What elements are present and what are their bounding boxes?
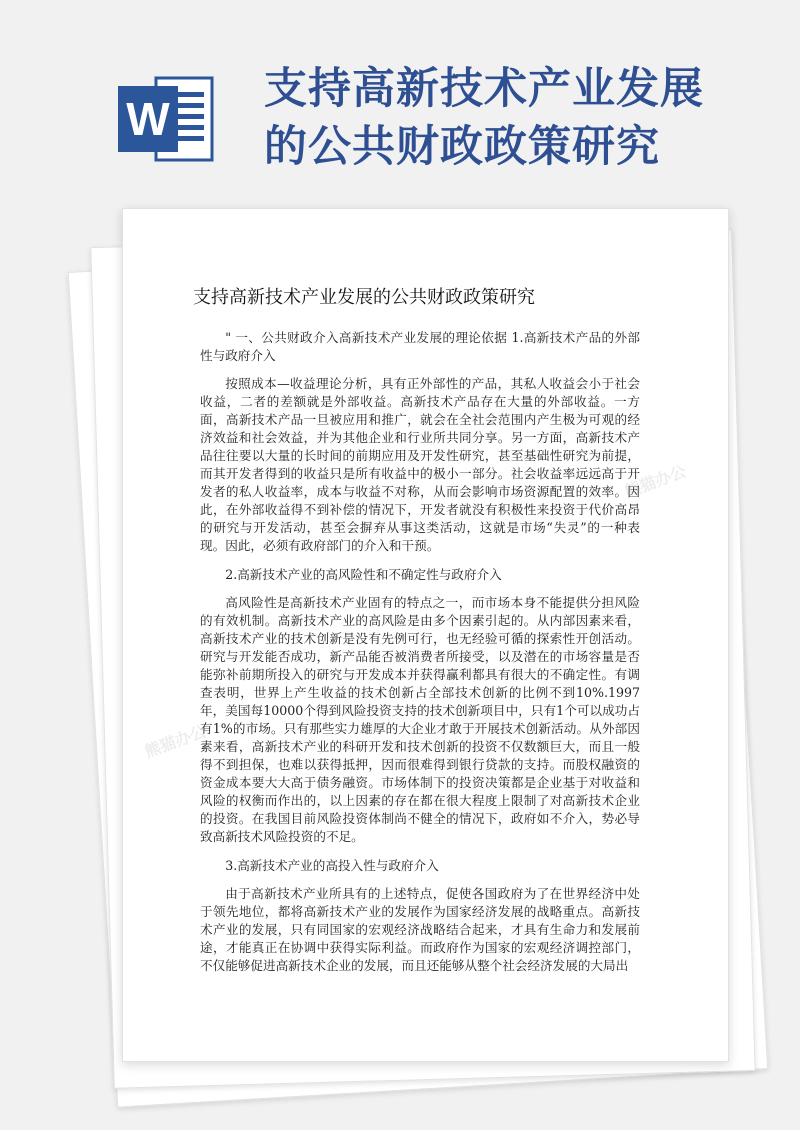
paragraph-2: 高风险性是高新技术产业固有的特点之一，而市场本身不能提供分担风险的有效机制。高新技术产业的高风险是由多个因素引起的。从内部因素来看，高新技术产业的技术创新是没有先例可行，也无经验可循的探索性开创活动。研究与开发能否成功，新产品能否被消费者所接受，以及潜在的市场容量是否能弥补前期所投入的研究与开发成本并获得赢利都具有很大的不确定性。有调查表明，世界上产生收益的技术创新占全部技术创新的比例不到10%.1997年，美国每10000个得到风险投资支持的技术创新项目中，只有1个可以成功占有1%的市场。只有那些实力雄厚的大企业才敢于开展技术创新活动。从外部因素来看，高新技术产业的科研开发和技术创新的投资不仅数额巨大，而且一般得不到担保，也难以获得抵押，因而很难得到银行贷款的支持。而股权融资的资金成本要大大高于债务融资。市场体制下的投资决策都是企业基于对收益和风险的权衡而作出的，以上因素的存在都在很大程度上限制了对高新技术企业的投资。在我国目前风险投资体制尚不健全的情况下，政府如不介入，势必导致高新技术风险投资的不足。 [200, 595, 640, 844]
paragraph-3: 由于高新技术产业所具有的上述特点，促使各国政府为了在世界经济中处于领先地位，都将高新技术产业的发展作为国家经济发展的战略重点。高新技术产业的发展，只有同国家的宏观经济战略结合起来，才具有生命力和发展前途，才能真正在协调中获得实际利益。而政府作为国家的宏观经济调控部门，不仅能够促进高新技术企业的发展，而且还能够从整个社会经济发展的大局出 [200, 886, 640, 973]
banner-title [264, 60, 784, 176]
document-page [122, 208, 729, 1062]
document-body [200, 329, 640, 975]
section-heading-3: 3.高新技术产业的高投入性与政府介入 [225, 858, 439, 873]
section-heading-1: " 一、公共财政介入高新技术产业发展的理论依据 1.高新技术产品的外部性与政府介入 [200, 330, 640, 363]
section-heading-2: 2.高新技术产业的高风险性和不确定性与政府介入 [225, 567, 502, 582]
word-logo-letter: W [126, 93, 170, 145]
document-title: 支持高新技术产业发展的公共财政政策研究 [193, 287, 535, 308]
watermark: 熊猫办公 [142, 721, 209, 762]
paragraph-1: 按照成本—收益理论分析，具有正外部性的产品，其私人收益会小于社会收益，二者的差额就是外部收益。高新技术产品存在大量的外部收益。一方面，高新技术产品一旦被应用和推广，就会在全社会范围内产生极为可观的经济效益和社会效益，并为其他企业和行业所共同分享。另一方面，高新技术产品往往要以大量的长时间的前期应用及开发性研究，甚至基础性研究为前提，而其开发者得到的收益只是所有收益中的极小一部分。社会收益率远远高于开发者的私人收益率，成本与收益不对称，从而会影响市场资源配置的效率。因此，在外部收益得不到补偿的情况下，开发者就没有积极性来投资于代价高昂的研究与开发活动，甚至会摒弃从事这类活动，这就是市场“失灵”的一种表现。因此，必须有政府部门的介入和干预。 [200, 376, 640, 553]
banner-title-line-1: 支持高新技术产业发展 [264, 64, 704, 114]
word-document-icon [118, 70, 218, 168]
banner-title-line-2: 的公共财政政策研究 [264, 122, 660, 172]
watermark: 熊猫办公 [622, 461, 689, 502]
